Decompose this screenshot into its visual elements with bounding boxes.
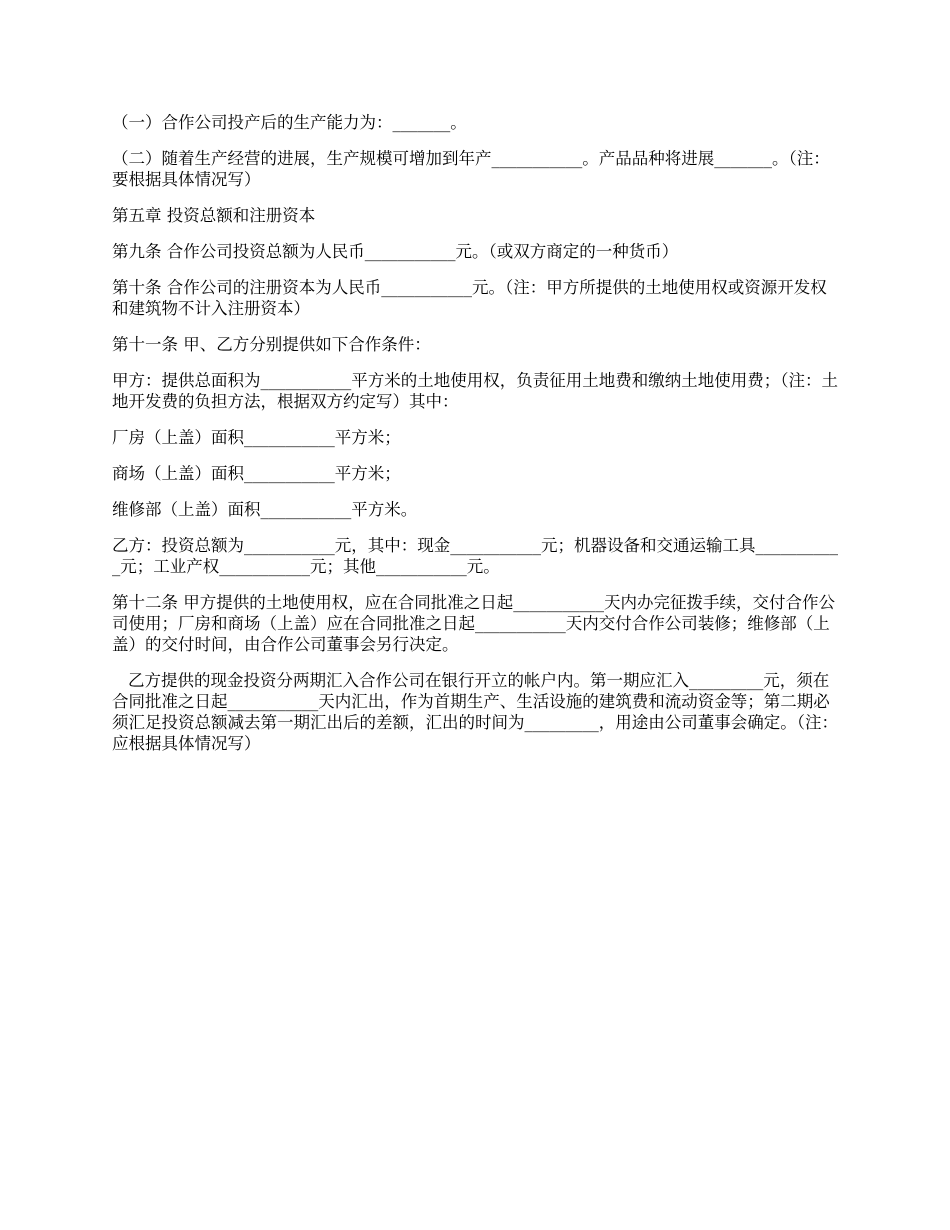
article-eleven: 第十一条 甲、乙方分别提供如下合作条件： xyxy=(112,335,431,354)
party-b-conditions: 乙方：投资总额为___________元，其中：现金___________元；机器设备和交通运输工具___________元；工业产权___________元；其他___________元。 xyxy=(112,536,838,576)
article-twelve: 第十二条 甲方提供的土地使用权，应在合同批准之日起___________天内办完征拨手续，交付合作公司使用；厂房和商场（上盖）应在合同批准之日起___________天内交付合作公司装修；维修部（上盖）的交付时间，由合作公司董事会另行决定。 xyxy=(112,593,835,654)
article-nine: 第九条 合作公司投资总额为人民币___________元。（或双方商定的一种货币） xyxy=(112,242,679,261)
mall-area: 商场（上盖）面积___________平方米； xyxy=(112,464,401,483)
cash-investment-terms: 乙方提供的现金投资分两期汇入合作公司在银行开立的帐户内。第一期应汇入_________元，须在合同批准之日起___________天内汇出，作为首期生产、生活设施的建筑费和流动资金等；第二期必须汇足投资总额减去第一期汇出后的差额，汇出的时间为_________，用途由公司董事会确定。（注：应根据具体情况写） xyxy=(112,671,838,753)
clause-production-capacity: （一）合作公司投产后的生产能力为：_______。 xyxy=(112,113,467,132)
article-ten: 第十条 合作公司的注册资本为人民币___________元。（注：甲方所提供的土地使用权或资源开发权和建筑物不计入注册资本） xyxy=(112,278,827,318)
factory-area: 厂房（上盖）面积___________平方米； xyxy=(112,428,401,447)
repair-dept-area: 维修部（上盖）面积___________平方米。 xyxy=(112,500,418,519)
party-a-conditions: 甲方：提供总面积为___________平方米的土地使用权，负责征用土地费和缴纳土地使用费；（注：土地开发费的负担方法，根据双方约定写）其中： xyxy=(112,371,838,411)
document-body xyxy=(112,112,842,769)
clause-production-scale: （二）随着生产经营的进展，生产规模可增加到年产___________。产品品种将进展_______。（注：要根据具体情况写） xyxy=(112,149,830,189)
chapter-five-heading: 第五章 投资总额和注册资本 xyxy=(112,206,316,225)
